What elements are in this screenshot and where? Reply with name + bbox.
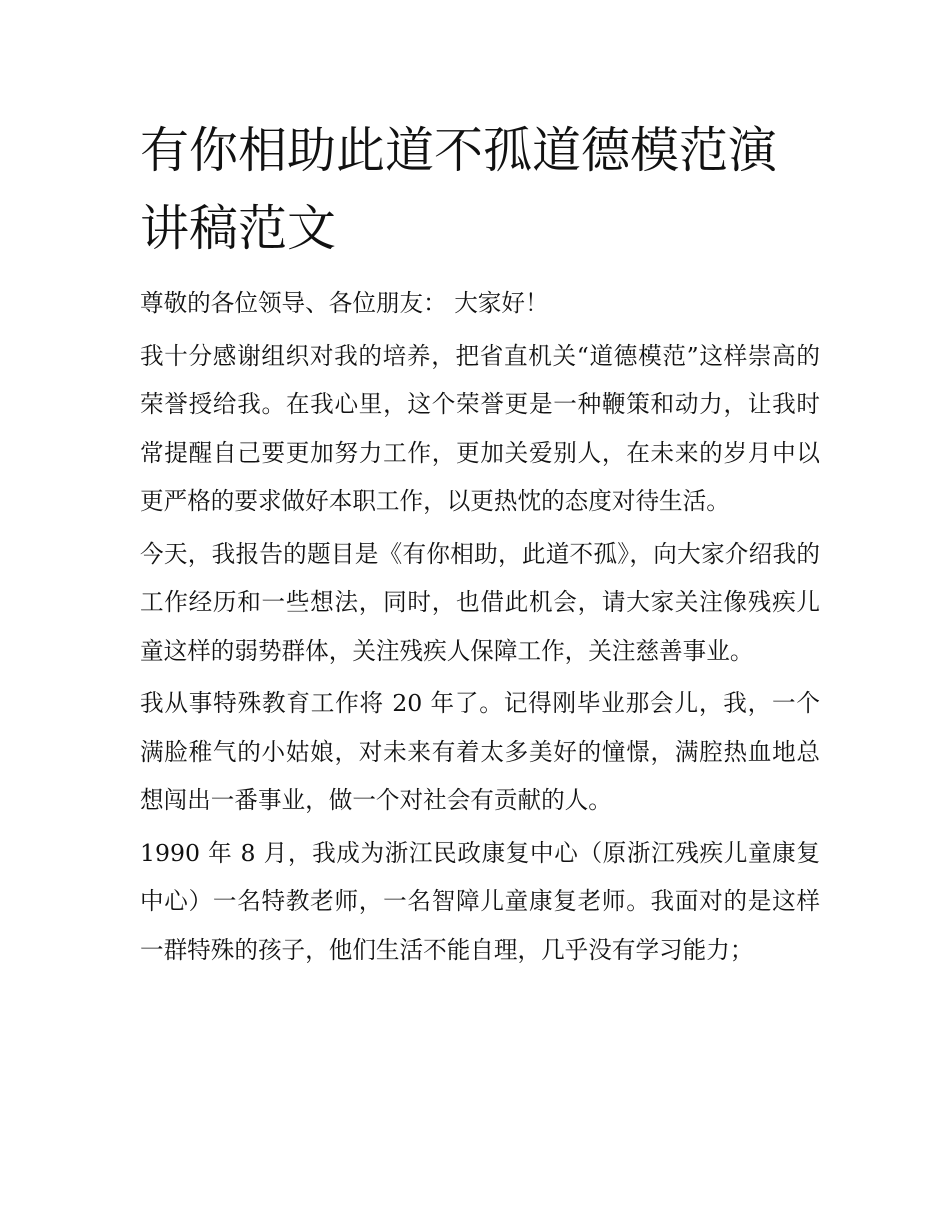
paragraph-career-start: 我从事特殊教育工作将 20 年了。记得刚毕业那会儿，我，一个满脸稚气的小姑娘，对未来有着太多美好的憧憬，满腔热血地总想闯出一番事业，做一个对社会有贡献的人。	[140, 689, 820, 814]
document-title: 有你相助此道不孤道德模范演讲稿范文	[140, 122, 778, 257]
document-body	[140, 279, 820, 978]
paragraph-greeting: 尊敬的各位领导、各位朋友： 大家好！	[140, 289, 549, 317]
paragraph-topic: 今天，我报告的题目是《有你相助，此道不孤》，向大家介绍我的工作经历和一些想法，同时，也借此机会，请大家关注像残疾儿童这样的弱势群体，关注残疾人保障工作，关注慈善事业。	[140, 539, 820, 665]
paragraph-gratitude: 我十分感谢组织对我的培养，把省直机关“道德模范”这样崇高的荣誉授给我。在我心里，这个荣誉更是一种鞭策和动力，让我时常提醒自己要更加努力工作，更加关爱别人，在未来的岁月中以更严格的要求做好本职工作，以更热忱的态度对待生活。	[140, 341, 820, 515]
paragraph-rehab-center: 1990 年 8 月，我成为浙江民政康复中心（原浙江残疾儿童康复中心）一名特教老师，一名智障儿童康复老师。我面对的是这样一群特殊的孩子，他们生活不能自理，几乎没有学习能力；	[140, 838, 820, 964]
